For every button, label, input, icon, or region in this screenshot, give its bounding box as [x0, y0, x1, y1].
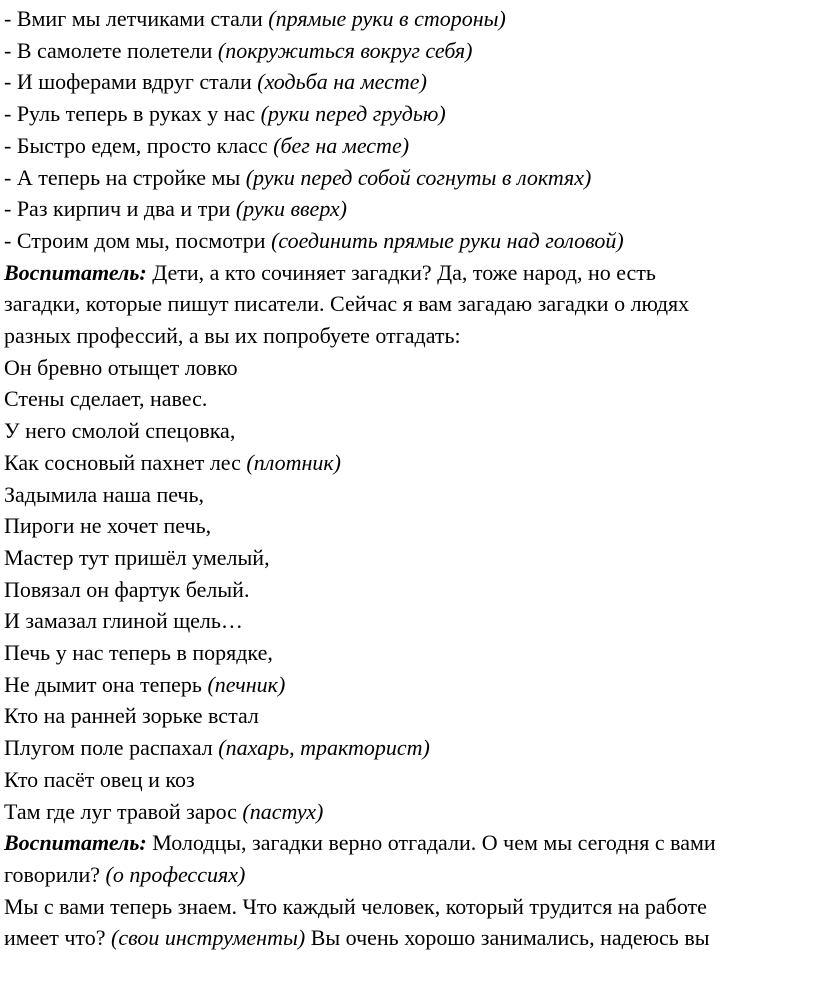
- line-text: - Быстро едем, просто класс: [4, 132, 274, 158]
- stage-direction: (покружиться вокруг себя): [217, 37, 473, 63]
- line-text: - Руль теперь в руках у нас: [4, 101, 261, 127]
- stage-direction: (прямые руки в стороны): [268, 6, 506, 31]
- text-line: [4, 766, 195, 794]
- line-text: - В самолете полетели: [4, 37, 218, 63]
- stage-direction: (свои инструменты): [111, 925, 306, 951]
- text-line: [4, 385, 207, 413]
- stage-direction: (бег на месте): [273, 132, 410, 158]
- text-line: [4, 37, 472, 65]
- line-text: - Вмиг мы летчиками стали: [4, 6, 269, 31]
- line-text: Там где луг травой зарос: [4, 798, 243, 824]
- line-text: - Раз кирпич и два и три: [4, 196, 236, 222]
- text-line: [4, 68, 427, 96]
- stage-direction: (пахарь, тракторист): [218, 735, 430, 761]
- line-text: - И шоферами вдруг стали: [4, 69, 258, 95]
- line-text: имеет что?: [4, 925, 111, 951]
- stage-direction: (руки перед грудью): [260, 101, 446, 127]
- line-text: Пироги не хочет печь,: [4, 513, 212, 539]
- text-line: [4, 449, 341, 477]
- stage-direction: (руки вверх): [235, 196, 347, 222]
- text-line: [4, 5, 506, 33]
- text-line: [4, 798, 323, 826]
- text-line: [4, 132, 409, 160]
- text-line: [4, 861, 245, 889]
- text-line: [4, 354, 238, 382]
- text-line: [4, 227, 624, 255]
- line-text: - А теперь на стройке мы: [4, 164, 246, 190]
- line-text: Повязал он фартук белый.: [4, 576, 250, 602]
- text-line: [4, 607, 243, 635]
- text-line: [4, 195, 347, 223]
- line-text: загадки, которые пишут писатели. Сейчас я вам загадаю загадки о людях: [4, 291, 690, 317]
- text-line: [4, 734, 430, 762]
- line-text: разных профессий, а вы их попробуете отгадать:: [4, 323, 461, 348]
- line-text: Он бревно отыщет ловко: [4, 354, 238, 380]
- text-line: [4, 893, 707, 921]
- text-line: [4, 481, 204, 509]
- line-text: Мы с вами теперь знаем. Что каждый человек, который трудится на работе: [4, 893, 707, 919]
- line-text: говорили?: [4, 861, 106, 887]
- stage-direction: (пастух): [242, 798, 324, 824]
- line-text: Печь у нас теперь в порядке,: [4, 640, 273, 665]
- text-line: [4, 702, 259, 730]
- text-line: [4, 924, 710, 952]
- line-text: Вы очень хорошо занимались, надеюсь вы: [305, 925, 710, 951]
- speaker-label: Воспитатель:: [4, 259, 147, 285]
- text-line: [4, 671, 285, 699]
- line-text: Молодцы, загадки верно отгадали. О чем мы сегодня с вами: [146, 830, 716, 856]
- line-text: Дети, а кто сочиняет загадки? Да, тоже народ, но есть: [146, 259, 656, 285]
- line-text: Кто на ранней зорьке встал: [4, 703, 259, 729]
- text-line: [4, 322, 461, 350]
- text-line: [4, 829, 716, 857]
- line-text: Стены сделает, навес.: [4, 386, 208, 412]
- stage-direction: (соединить прямые руки над головой): [271, 227, 624, 253]
- line-text: Как сосновый пахнет лес: [4, 449, 247, 475]
- line-text: И замазал глиной щель…: [4, 608, 243, 634]
- text-line: [4, 512, 211, 540]
- line-text: Мастер тут пришёл умелый,: [4, 544, 270, 570]
- text-line: [4, 576, 249, 604]
- line-text: Кто пасёт овец и коз: [4, 766, 195, 792]
- text-line: [4, 100, 446, 128]
- text-line: [4, 290, 689, 318]
- stage-direction: (плотник): [246, 449, 341, 475]
- speaker-label: Воспитатель:: [4, 830, 147, 856]
- text-line: [4, 544, 270, 572]
- line-text: Задымила наша печь,: [4, 481, 205, 507]
- text-line: [4, 417, 235, 445]
- stage-direction: (печник): [207, 671, 286, 697]
- line-text: - Строим дом мы, посмотри: [4, 227, 272, 253]
- line-text: У него смолой спецовка,: [4, 418, 236, 444]
- stage-direction: (о профессиях): [105, 861, 246, 887]
- stage-direction: (руки перед собой согнуты в локтях): [245, 164, 592, 190]
- text-line: [4, 259, 656, 287]
- stage-direction: (ходьба на месте): [257, 69, 427, 95]
- text-line: [4, 164, 591, 192]
- line-text: Плугом поле распахал: [4, 735, 219, 761]
- line-text: Не дымит она теперь: [4, 671, 208, 697]
- text-line: [4, 639, 273, 667]
